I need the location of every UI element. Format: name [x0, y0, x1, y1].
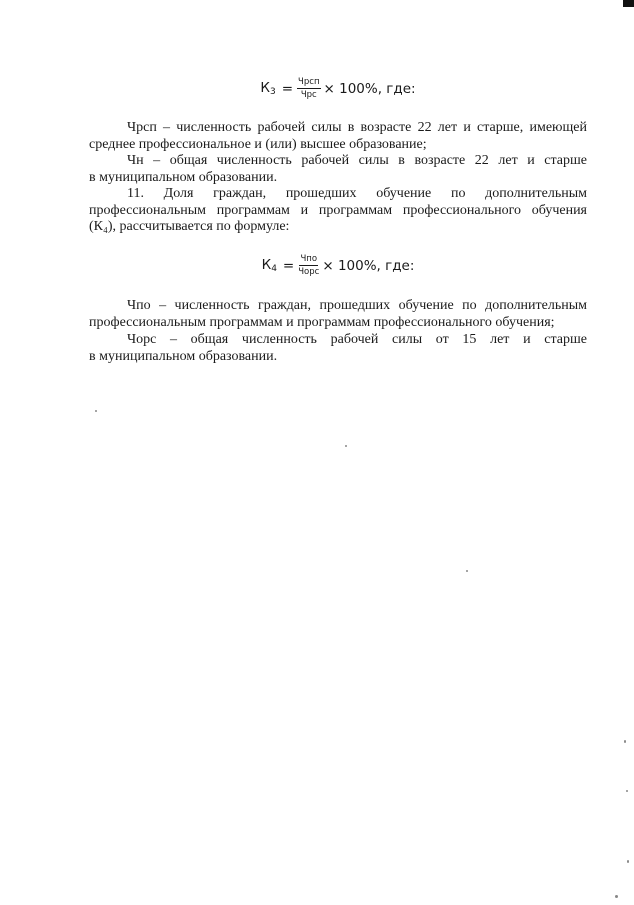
formula-k3-lhs: $К_3$ — [260, 80, 276, 97]
scan-speck — [626, 790, 628, 792]
scan-corner-mark — [623, 0, 634, 7]
formula-k4 — [89, 254, 587, 277]
item-11-paragraph — [89, 186, 587, 236]
item-11-line-2: профессиональным программам и программам профессионального обучения — [89, 202, 587, 218]
scan-speck — [345, 445, 347, 447]
formula-k3-numerator: Чрсп — [298, 77, 320, 87]
formula-k4-lhs: $К_4$ — [261, 257, 277, 274]
scan-speck — [624, 740, 626, 743]
formula-k4-numerator: Чпо — [300, 254, 318, 264]
formula-k4-tail: × 100%, где: — [322, 257, 415, 274]
formula-k4-denominator: Чорс — [298, 267, 320, 277]
definition-chrsp: Чрсп – численность рабочей силы в возрасте 22 лет и старше, имеющей среднее профессиональное и (или) высшее образование; — [89, 120, 587, 152]
formula-k3-tail: × 100%, где: — [323, 80, 416, 97]
definition-chors: Чорс – общая численность рабочей силы от 15 лет и старше в муниципальном образовании. — [89, 332, 587, 364]
scan-speck — [627, 860, 629, 863]
formula-k3 — [89, 77, 587, 100]
formula-k4-fraction — [298, 254, 319, 277]
definition-chpo: Чпо – численность граждан, прошедших обучение по дополнительным профессиональным программам и программам профессионального обучения; — [89, 298, 587, 330]
formula-k3-denominator: Чрс — [300, 90, 317, 100]
item-11-line-3: (К₄), рассчитывается по формуле: — [89, 219, 290, 234]
scan-speck — [466, 570, 468, 572]
scan-speck — [615, 895, 618, 898]
formula-k3-fraction — [297, 77, 320, 100]
scan-speck — [95, 410, 97, 412]
formula-k3-equals: = — [281, 80, 294, 97]
formula-k4-equals: = — [282, 257, 295, 274]
item-11-line-1: 11. Доля граждан, прошедших обучение по дополнительным — [127, 186, 587, 201]
definition-chn: Чн – общая численность рабочей силы в возрасте 22 лет и старше в муниципальном образовании. — [89, 153, 587, 185]
